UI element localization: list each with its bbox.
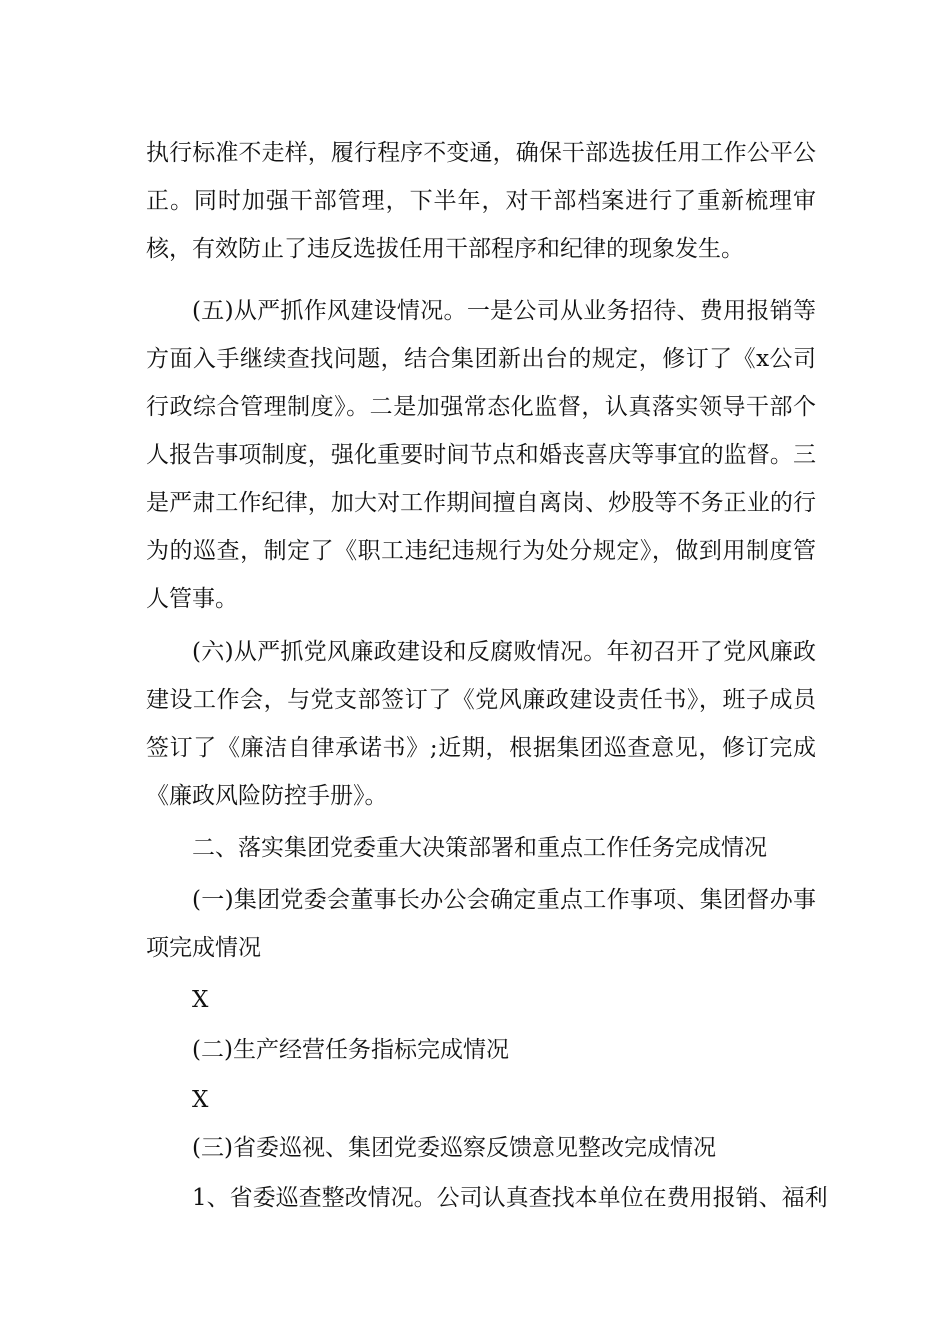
paragraph-line: 1、省委巡查整改情况。公司认真查找本单位在费用报销、福利 [192,1185,828,1211]
section-heading-one: (一)集团党委会董事长办公会确定重点工作事项、集团督办事 [192,887,816,913]
paragraph-line: 建设工作会，与党支部签订了《党风廉政建设责任书》，班子成员 [146,687,816,713]
paragraph-line: 为的巡查，制定了《职工违纪违规行为处分规定》，做到用制度管 [146,538,816,564]
paragraph-line: 人报告事项制度，强化重要时间节点和婚丧喜庆等事宜的监督。三 [146,442,816,468]
paragraph-line: 人管事。 [146,586,238,612]
paragraph-line: 项完成情况 [146,935,261,961]
section-heading-three: (三)省委巡视、集团党委巡察反馈意见整改完成情况 [192,1135,716,1161]
paragraph-line: 方面入手继续查找问题，结合集团新出台的规定，修订了《x公司 [146,346,816,372]
section-heading-six: (六)从严抓党风廉政建设和反腐败情况。年初召开了党风廉政 [192,639,816,665]
paragraph-line: 执行标准不走样，履行程序不变通，确保干部选拔任用工作公平公 [146,140,816,166]
paragraph-line: 是严肃工作纪律，加大对工作期间擅自离岗、炒股等不务正业的行 [146,490,816,516]
chapter-heading-two: 二、落实集团党委重大决策部署和重点工作任务完成情况 [192,835,767,861]
paragraph-line: 签订了《廉洁自律承诺书》;近期，根据集团巡查意见，修订完成 [146,735,816,761]
paragraph-line: 《廉政风险防控手册》。 [146,783,388,809]
paragraph-line: 正。同时加强干部管理，下半年，对干部档案进行了重新梳理审 [146,188,816,214]
placeholder-text: X [192,987,209,1013]
section-heading-five: (五)从严抓作风建设情况。一是公司从业务招待、费用报销等 [192,298,816,324]
placeholder-text: X [192,1087,209,1113]
paragraph-line: 核，有效防止了违反选拔任用干部程序和纪律的现象发生。 [146,236,744,262]
paragraph-line: 行政综合管理制度》。二是加强常态化监督，认真落实领导干部个 [146,394,816,420]
section-heading-two: (二)生产经营任务指标完成情况 [192,1037,509,1063]
